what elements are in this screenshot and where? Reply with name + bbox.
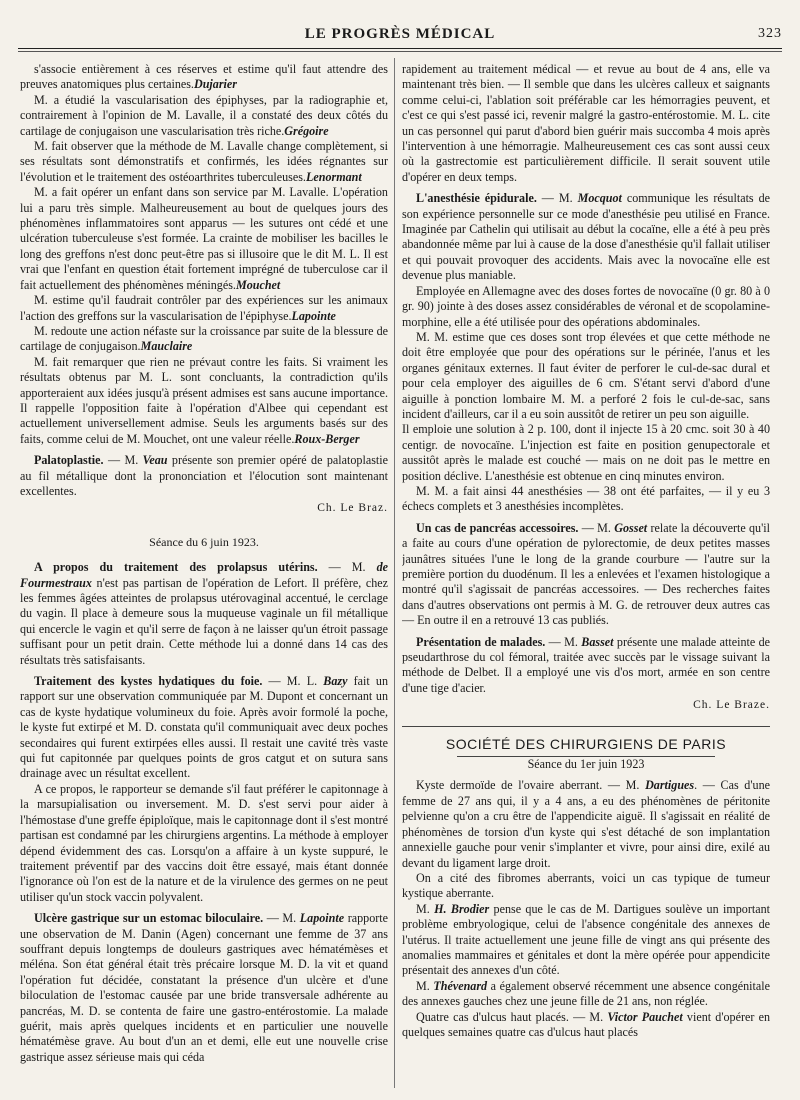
paragraph-text: présente son premier opéré de palatoplastie au fil métallique dont la prononciation et l'élocution sont maintenant excellentes. <box>20 453 388 498</box>
paragraph-prefix: M. <box>34 139 52 154</box>
left-paragraph <box>20 911 388 1065</box>
paragraph-text: — M. <box>545 634 582 649</box>
paragraph-text: fait observer que la méthode de M. Lavalle change complètement, si ses résultats sont démonstratifs et confirmés, les idées régnantes sur l'évolution et le traitement des ostéoarthrites tuberculeuses. <box>20 139 388 184</box>
author-name: Roux-Berger <box>294 431 360 446</box>
paragraph-text: M. <box>416 978 434 993</box>
author-name: Mouchet <box>235 277 281 292</box>
paragraph-text: Kyste dermoïde de l'ovaire aberrant. — M. <box>416 778 646 793</box>
signature: Ch. Le Braze. <box>693 699 770 712</box>
paragraph-lead: Ulcère gastrique sur un estomac biloculaire. <box>34 911 264 926</box>
paragraph-prefix: M. <box>34 185 52 200</box>
journal-title: LE PROGRÈS MÉDICAL <box>304 26 496 42</box>
left-paragraph <box>20 293 388 324</box>
header-rule <box>18 48 782 49</box>
paragraph-text: — M. L. <box>262 674 324 689</box>
paragraph-prefix: M. <box>34 354 53 369</box>
right-paragraph <box>402 330 770 422</box>
right-paragraph <box>402 484 770 515</box>
paragraph-text: A ce propos, le rapporteur se demande s'il faut préférer le capitonnage à la marsupialisation ou inversement. M. D. s'est servi pour aider à l'hémostase d'une greffe épiploïque, mais le capitonnage dont il s'est montré partisan est condamné par les chirurgiens argentins. La méthode à employer dépend évidemment des cas. Lorsqu'on a affaire à un kyste suppuré, le traitement préventif par des vaccins doit être essayé, mais étant donnée l'ignorance où l'on est de la nature et de la virulence des germes on ne peut utiliser qu'un stock vaccin polyvalent. <box>20 781 388 904</box>
paragraph-text: pense que le cas de M. Dartigues soulève un important problème embryologique, celui de l'absence congénitale des annexes de l'utérus. Il traite actuellement une jeune fille de vingt ans qui présente des anomalies mammaires et génitales et dont la mère opérée pour appendicite présentait des annexes d'un côté. <box>402 901 770 978</box>
left-paragraph <box>20 782 388 905</box>
society-paragraph <box>402 902 770 979</box>
paragraph-text: a étudié la vascularisation des épiphyses, par la radiographie et, contrairement à l'opinion de M. Lavalle, il a constaté des deux côtés du cartilage de conjugaison une vascularisation très riche. <box>20 92 388 138</box>
society-paragraph <box>402 871 770 902</box>
paragraph-text: vient d'opérer en quelques semaines quatre cas d'ulcus haut placés <box>402 1009 770 1039</box>
paragraph-text: — M. <box>263 911 300 926</box>
right-paragraph <box>402 62 770 185</box>
paragraph-prefix: M. <box>34 323 51 338</box>
paragraph-text: M. M. a fait ainsi 44 anesthésies — 38 ont été parfaites, — il y eu 3 échecs complets et 3 anesthésies incomplètes. <box>402 483 770 514</box>
author-name: Lenormant <box>305 169 362 184</box>
paragraph-text: redoute une action néfaste sur la croissance par suite de la blessure de cartilage de conjugaison. <box>20 323 388 354</box>
author-name: Lapointe <box>291 308 336 323</box>
paragraph-text: fait remarquer que rien ne prévaut contre les faits. Si vraiment les résultats obtenus par M. L. sont concluants, la contradiction qu'ils apporteraient aux idées jusqu'à présent admises est sans aucune importance. Il rappelle l'opposition faite à l'opération d'Albee qui cependant est actuellement universellement admise. Seuls les arguments basés sur des faits, comme celui de M. Mouchet, ont une valeur réelle. <box>20 354 388 446</box>
paragraph-text: rapporte une observation de M. Danin (Agen) concernant une femme de 37 ans souffrant depuis longtemps de douleurs gastriques avec hématémèses et méléna. Son état général était très précaire lorsque M. D. la vit et quand l'opération fut décidée, constatant la présence d'un ulcère et d'une biloculation de l'estomac causée par une bride transversale adhérente au pancréas, M. D. se contenta de faire une gastro-entérostomie. La malade guérit, mais après quelques incidents et en particulier une nouvelle hématémèse grave. Au bout d'un an et demi, elle eut une nouvelle crise gastrique assez sérieuse mais qui céda <box>20 911 388 1064</box>
left-paragraph <box>20 560 388 668</box>
session-heading: Séance du 6 juin 1923. <box>149 534 259 549</box>
paragraph-prefix: M. <box>34 293 53 308</box>
paragraph-text: relate la découverte qu'il a faite au cours d'une opération de pylorectomie, de deux petites masses jaunâtres situées l'une le long de la grande courbure — l'autre sur la première portion du duodénum. Il les a enlevées et l'examen histologique a montré qu'il s'agissait de pancréas accessoires. — Des recherches faites dans d'autres observations ont permis à M. G. de retrouver deux autres cas — En outre il en a retrouvé 13 cas publiés. <box>402 520 770 628</box>
left-paragraph <box>20 324 388 355</box>
left-paragraph <box>20 62 388 93</box>
author-name: Gosset <box>614 520 648 535</box>
paragraph-text: — M. <box>578 520 615 535</box>
author-name: de Fourmestraux <box>20 560 388 590</box>
header-rule-thin <box>18 51 782 52</box>
society-date: Séance du 1er juin 1923 <box>527 757 645 772</box>
author-name: Mocquot <box>577 191 622 206</box>
paragraph-text: — M. <box>317 560 377 575</box>
paragraph-text: — M. <box>536 191 578 206</box>
paragraph-text: présente une malade atteinte de pseudarthrose du col fémoral, traitée avec succès par le vissage suivant la méthode de Delbet. Il a employé une vis d'os mort, armée en son centre d'une tige d'acier. <box>402 634 770 695</box>
society-paragraph <box>402 1010 770 1041</box>
paragraph-lead: A propos du traitement des prolapsus utérins. <box>34 560 318 575</box>
author-name: H. Brodier <box>434 901 490 916</box>
author-name: Dartigues <box>645 778 695 793</box>
paragraph-lead: Traitement des kystes hydatiques du foie. <box>34 674 263 689</box>
right-paragraph <box>402 635 770 697</box>
right-paragraph <box>402 521 770 629</box>
paragraph-text: n'est pas partisan de l'opération de Lefort. Il préfère, chez les femmes âgées atteintes de prolapsus utérovaginal accentué, le cerclage du vagin. Il place à demeure sous la muqueuse vaginale un fil métallique qui encercle le vagin et qu'il serre de façon à ne laisser qu'un étroit passage suffisant pour un petit drain. Cette méthode lui a donné dans 14 cas des résultats très satisfaisants. <box>20 575 388 667</box>
left-paragraph <box>20 93 388 139</box>
left-paragraph <box>20 674 388 782</box>
paragraph-prefix: M. <box>34 92 54 107</box>
page-number: 323 <box>758 26 782 41</box>
society-separator <box>402 726 770 727</box>
author-name: Grégoire <box>284 123 329 138</box>
author-name: Thévenard <box>433 978 488 993</box>
paragraph-text: Employée en Allemagne avec des doses fortes de novocaïne (0 gr. 80 à 0 gr. 90) jointe à des doses assez considérables de véronal et de scopolamine-morphine, elle a été utilisée pour des opérations abdominales. <box>402 283 770 329</box>
paragraph-text: estime qu'il faudrait contrôler par des expériences sur les animaux l'action des greffons sur la vascularisation de l'épiphyse. <box>20 293 388 323</box>
paragraph-text: — M. <box>103 453 143 468</box>
paragraph-text: s'associe entièrement à ces réserves et estime qu'il faut attendre des preuves anatomiques plus certaines. <box>20 62 388 92</box>
paragraph-text: On a cité des fibromes aberrants, voici un cas typique de tumeur kystique aberrante. <box>402 870 770 901</box>
author-name: Lapointe <box>299 911 345 926</box>
running-head <box>18 26 782 48</box>
right-paragraph <box>402 284 770 330</box>
paragraph-text: a également observé récemment une absence congénitale des annexes gauches chez une jeune fille de 21 ans, non réglée. <box>402 978 770 1009</box>
right-paragraph <box>402 191 770 283</box>
paragraph-lead: Présentation de malades. <box>416 634 546 649</box>
society-title: SOCIÉTÉ DES CHIRURGIENS DE PARIS <box>445 735 727 752</box>
paragraph-text: M. M. estime que ces doses sont trop élevées et que cette méthode ne doit être employée que pour des opérations sur le périnée, l'anus et les organes génitaux externes. Il faut éviter de perforer le cul-de-sac dural et pour cela employer des aiguilles de 6 cm. S'étant servi d'abord d'une aiguille à ponction lombaire M. M. a perforé 2 fois le cul-de-sac, sans incident d'ailleurs, car il a eu soin aussitôt de retirer un peu son aiguille. <box>402 329 770 421</box>
author-name: Victor Pauchet <box>607 1009 683 1024</box>
paragraph-lead: Un cas de pancréas accessoires. <box>416 520 579 535</box>
right-column <box>402 62 770 1092</box>
paragraph-text: a fait opérer un enfant dans son service par M. Lavalle. L'opération lui a paru très simple. Malheureusement au bout de quelques jours des phénomènes inflammatoires sont apparus — les sutures ont cédé et une ulcération tuberculeuse s'est formée. La crainte de mobiliser les bacilles le long des greffons n'est donc peut-être pas si illusoire que le dit M. L. Il est vrai que l'enfant en question était fortement imprégné de tuberculose car il fait actuellement des phénomènes méningés. <box>20 185 388 292</box>
paragraph-lead: Palatoplastie. <box>34 453 104 468</box>
right-paragraph <box>402 422 770 484</box>
left-paragraph <box>20 139 388 185</box>
society-paragraph <box>402 778 770 870</box>
paragraph-text: Quatre cas d'ulcus haut placés. — M. <box>416 1009 608 1024</box>
author-name: Basset <box>581 634 614 649</box>
left-paragraph <box>20 185 388 293</box>
paragraph-text: fait un rapport sur une observation communiquée par M. Dupont et concernant un cas de kyste hydatique volumineux du foie. Après avoir formolé la poche, le kyste fut extirpé et M. D. constata qu'il communiquait avec deux poches secondaires qui furent extirpées elles aussi. Il restait une cavité très vaste qui fut capitonnée par quelques points de gros catgut et on sutura sans drainage avec un résultat excellent. <box>20 674 388 781</box>
society-paragraph <box>402 979 770 1010</box>
author-name: Bazy <box>323 674 348 689</box>
paragraph-lead: L'anesthésie épidurale. <box>416 191 537 206</box>
paragraph-text: . — Cas d'une femme de 27 ans qui, il y a 4 ans, a eu des phénomènes de péritonite pelvienne qu'on a cru être de l'appendicite aiguë. Il s'agissait en réalité de phénomènes de torsion d'un kyste qui s'est détaché de son implantation annexielle gauche pour venir s'implanter et vivre, pour ainsi dire, exilé au devant du ligament large droit. <box>402 778 770 870</box>
column-divider <box>394 58 395 1088</box>
author-name: Dujarier <box>193 77 237 92</box>
author-name: Veau <box>142 453 168 468</box>
left-paragraph <box>20 355 388 447</box>
left-column <box>20 62 388 1092</box>
paragraph-text: Il emploie une solution à 2 p. 100, dont il injecte 15 à 20 cmc. soit 30 à 40 centigr. de novocaïne. L'injection est faite en position genupectorale et aussitôt après le malade est couché — mais on ne doit pas le mettre en position déclive. L'anesthésie est obtenue en cinq minutes environ. <box>402 422 770 483</box>
author-name: Mauclaire <box>140 339 193 354</box>
signature: Ch. Le Braz. <box>317 502 388 515</box>
paragraph-text: M. <box>416 901 435 916</box>
left-paragraph <box>20 453 388 499</box>
paragraph-text: rapidement au traitement médical — et revue au bout de 4 ans, elle va maintenant très bien. — Il semble que dans les ulcères calleux et saignants comme celui-ci, l'ablation soit préférable car les hémorragies peuvent, et c'est ce qui s'est passé ici, revenir malgré la gastro-entérostomie. M. L. cite un cas personnel qui parut d'abord bien guérir mais succomba 4 mois après l'intervention à une hémorragie. Malheureusement ces cas sont aussi ceux où la gastrectomie est particulièrement difficile. Il serait souvent utile d'opérer en deux temps. <box>402 62 770 184</box>
paragraph-text: communique les résultats de son expérience personnelle sur ce mode d'anesthésie peu utilisé en France. Imaginée par Cathelin qui utilisait au début la cocaïne, elle a été à peu près abandonnée même par lui à cause de la dose d'anesthésie qu'il fallait utiliser et qui pouvait provoquer des accidents. Mais avec la novocaïne elle est devenue plus maniable. <box>402 191 770 283</box>
